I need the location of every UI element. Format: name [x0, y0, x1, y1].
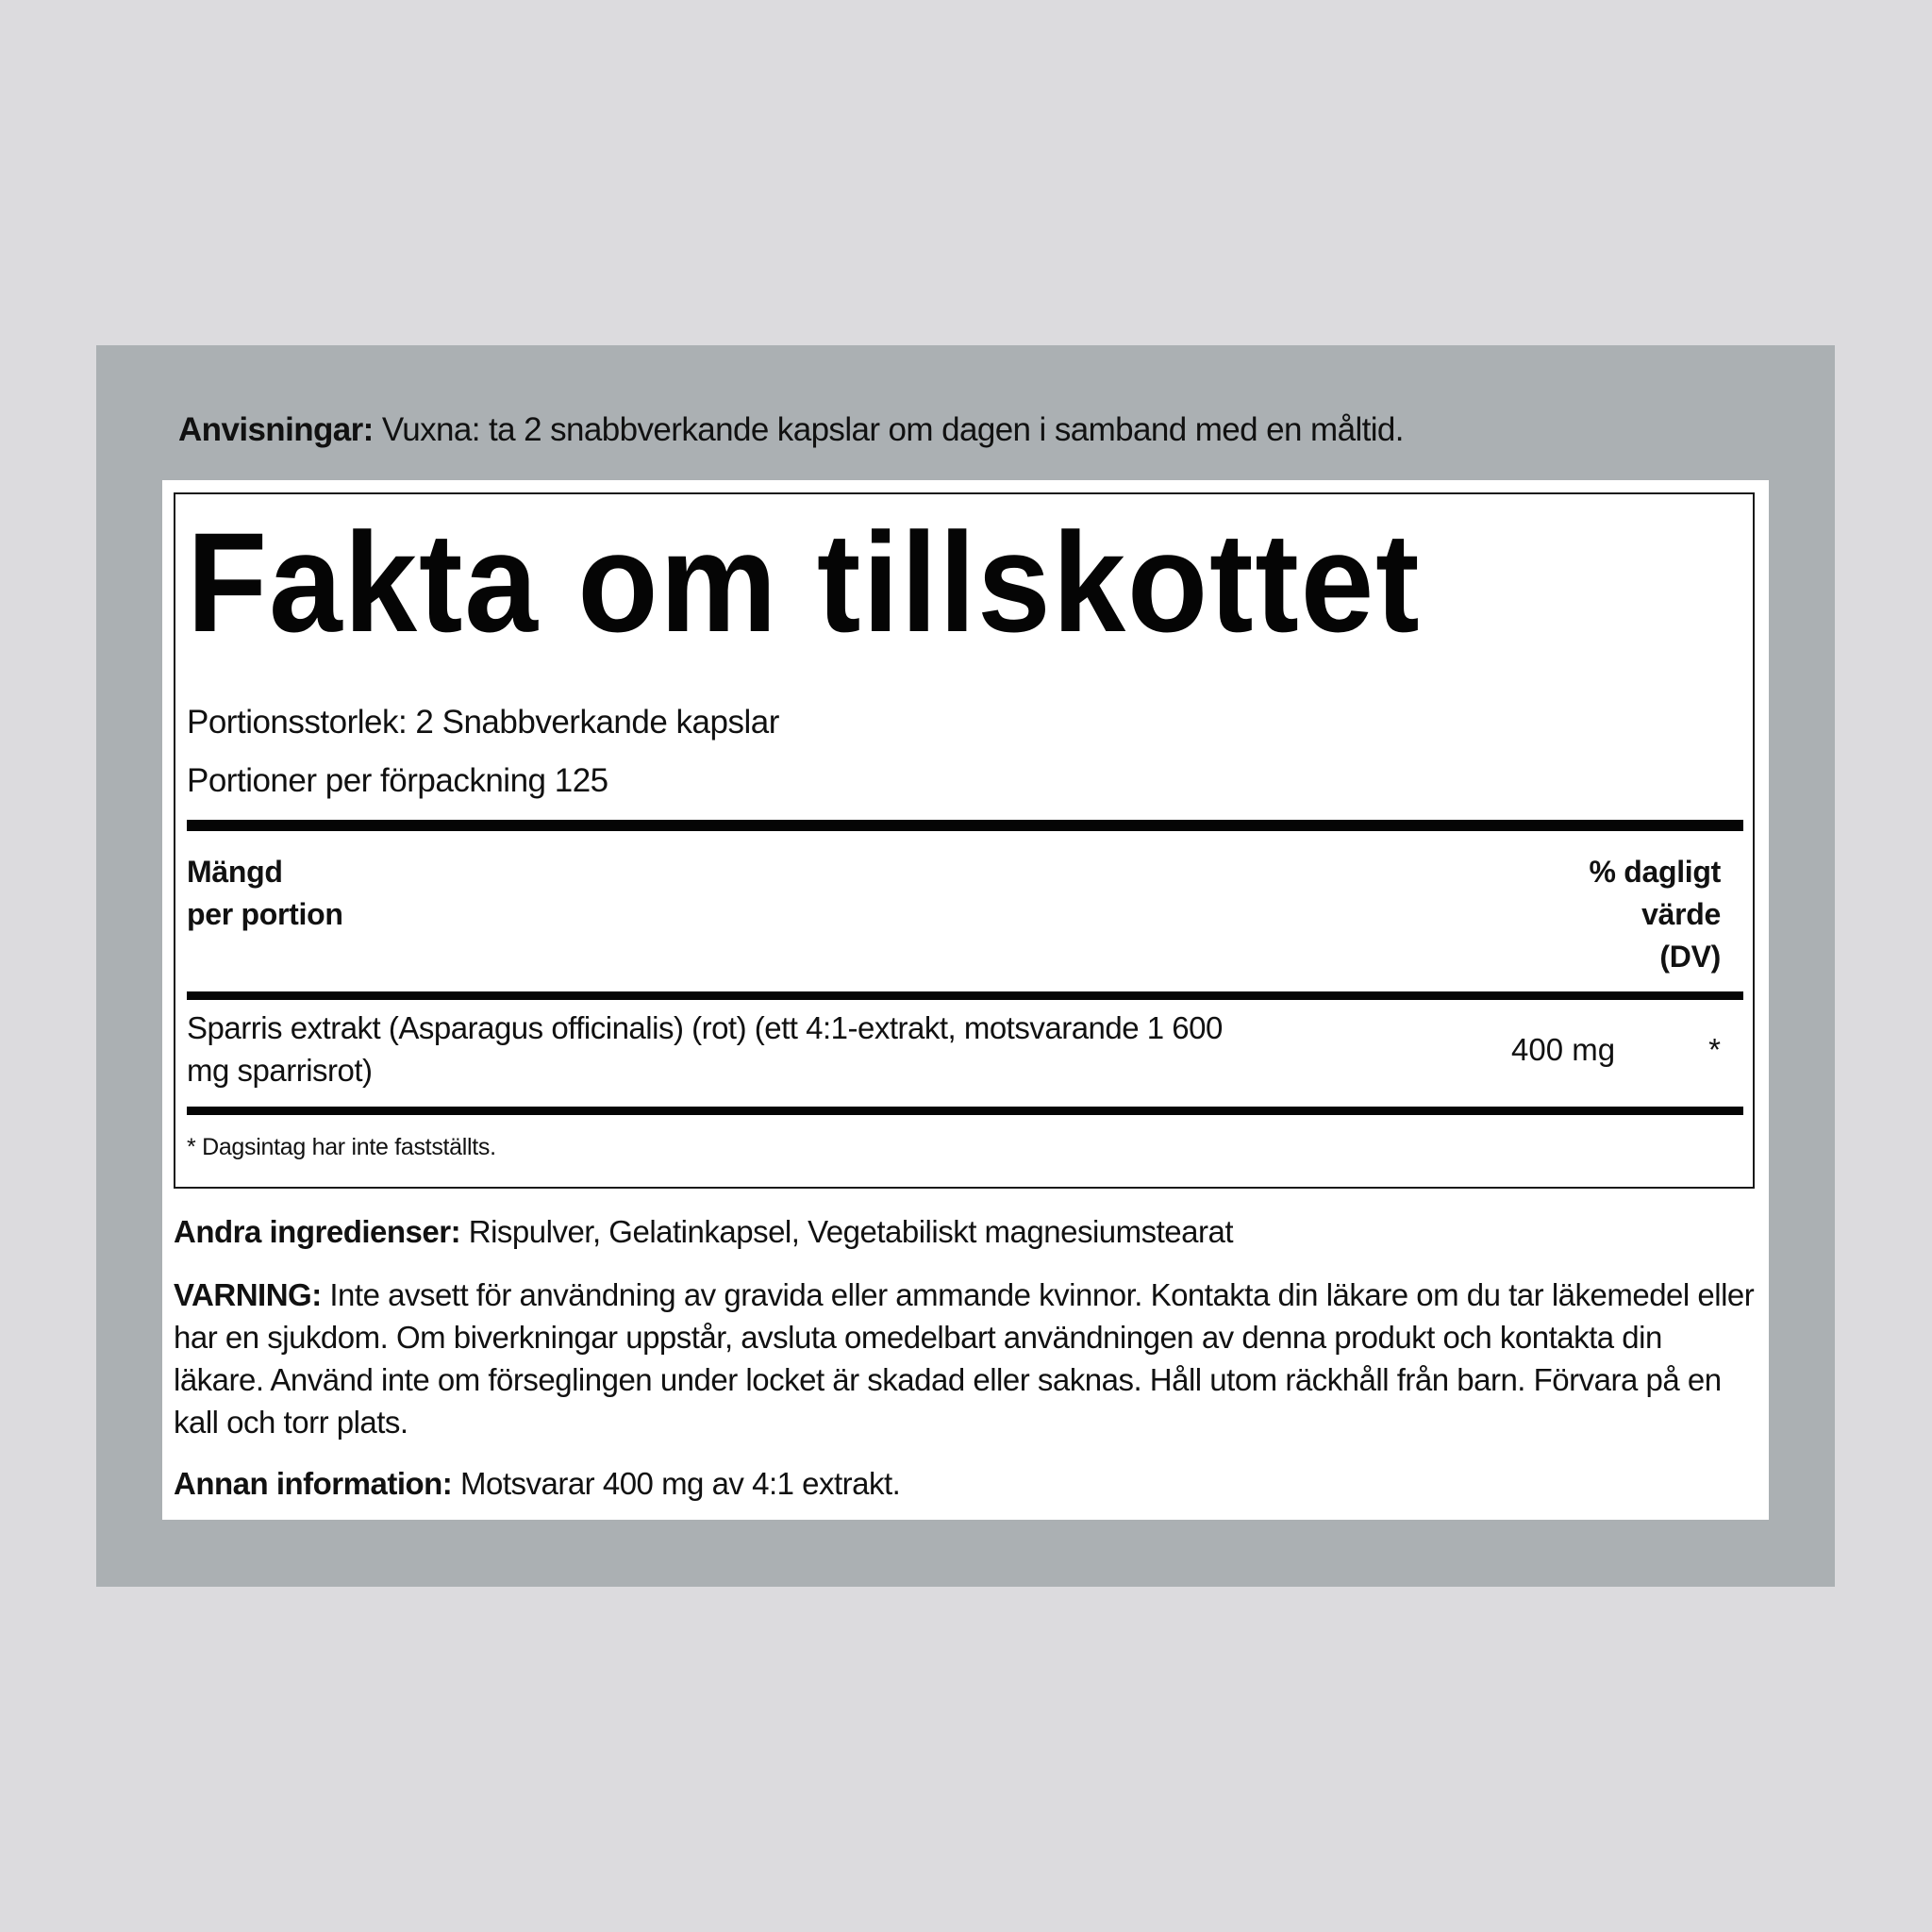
facts-title: Fakta om tillskottet: [187, 503, 1422, 661]
directions-label: Anvisningar:: [178, 411, 374, 448]
warning: [174, 1274, 1758, 1443]
daily-value-header: [1589, 851, 1721, 978]
dv-header-line3: (DV): [1659, 940, 1721, 974]
other-ingredients: [174, 1210, 1758, 1253]
servings-per-container: Portioner per förpackning 125: [187, 762, 608, 799]
other-info-label: Annan information:: [174, 1466, 453, 1501]
directions-body: Vuxna: ta 2 snabbverkande kapslar om dagen i samband med en måltid.: [373, 411, 1404, 448]
other-information: [174, 1462, 1758, 1505]
other-info-text: Motsvarar 400 mg av 4:1 extrakt.: [452, 1466, 901, 1501]
other-ingredients-label: Andra ingredienser:: [174, 1214, 461, 1249]
other-ingredients-text: Rispulver, Gelatinkapsel, Vegetabiliskt magnesiumstearat: [460, 1214, 1234, 1249]
ingredient-name: Sparris extrakt (Asparagus officinalis) (rot) (ett 4:1-extrakt, motsvarande 1 600 mg sparrisrot): [187, 1010, 1223, 1088]
amount-per-serving-header: [187, 851, 343, 936]
serving-size: Portionsstorlek: 2 Snabbverkande kapslar: [187, 704, 779, 741]
daily-value-footnote: * Dagsintag har inte fastställts.: [187, 1134, 496, 1160]
ingredient-amount: 400 mg: [1511, 1032, 1616, 1067]
dv-header-line2: värde: [1641, 897, 1721, 931]
header-divider: [187, 991, 1743, 1000]
directions-text: [178, 409, 1404, 451]
warning-text: Inte avsett för användning av gravida eller ammande kvinnor. Kontakta din läkare om du tar läkemedel eller har en sjukdom. Om biverkningar uppstår, avsluta omedelbart användningen av denna produkt och kontakta din läkare. Använd inte om förseglingen under locket är skadad eller saknas. Håll utom räckhåll från barn. Förvara på en kall och torr plats.: [174, 1277, 1755, 1440]
bottom-divider: [187, 1107, 1743, 1115]
dv-header-line1: % dagligt: [1589, 855, 1721, 889]
ingredient-daily-value: *: [1708, 1032, 1721, 1067]
amount-header-line2: per portion: [187, 897, 343, 931]
supplement-facts-box: [174, 492, 1755, 1189]
warning-label: VARNING:: [174, 1277, 322, 1312]
thick-divider: [187, 820, 1743, 831]
amount-header-line1: Mängd: [187, 855, 283, 889]
